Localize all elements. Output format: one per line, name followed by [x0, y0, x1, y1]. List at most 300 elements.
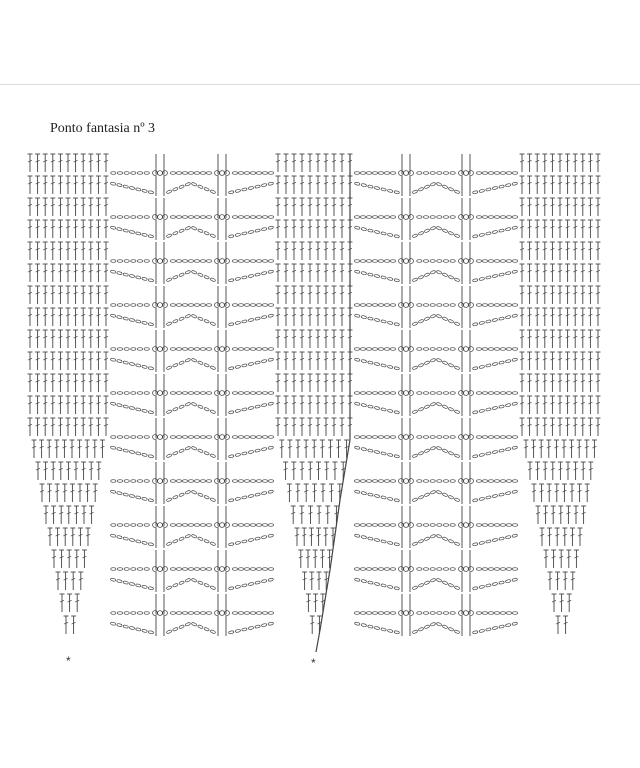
lace-0-chain-link: [176, 392, 181, 395]
lace-0-zig-link: [172, 275, 178, 279]
lace-0-zig-link: [123, 581, 129, 585]
lace-1-chain-link: [512, 216, 517, 219]
lace-0-zig-link: [129, 626, 135, 630]
lace-1-zig-link: [479, 585, 485, 589]
lace-1-chain-link: [366, 172, 371, 175]
lace-0-cluster: [153, 523, 158, 528]
lace-0-zig-link: [248, 362, 254, 366]
lace-0-zig-link: [235, 585, 241, 589]
lace-0-zig-link: [268, 578, 274, 582]
lace-0-cluster: [153, 567, 158, 572]
lace-0-chain-link: [137, 524, 142, 527]
lace-1-zig-link: [486, 188, 492, 192]
lace-0-chain-link: [194, 172, 199, 175]
lace-0-zig-link: [248, 494, 254, 498]
lace-0-zig-link: [172, 627, 178, 631]
lace-1-chain-link: [443, 216, 448, 219]
lace-1-cluster: [459, 479, 464, 484]
lace-1-chain-link: [482, 304, 487, 307]
lace-0-zig-link: [228, 630, 234, 634]
lace-1-chain-link: [443, 260, 448, 263]
lace-1-cluster: [459, 171, 464, 176]
lace-1-chain-link: [494, 348, 499, 351]
lace-1-zig-link: [387, 629, 393, 633]
lace-1-chain-link: [423, 392, 428, 395]
lace-0-chain-link: [232, 216, 237, 219]
lace-0-zig-link: [261, 447, 267, 451]
lace-1-zig-link: [479, 277, 485, 281]
lace-0-chain-link: [250, 436, 255, 439]
lace-1-chain-link: [450, 392, 455, 395]
lace-0-chain-link: [200, 216, 205, 219]
lace-0-zig-link: [191, 226, 197, 230]
lace-0-chain-link: [111, 392, 116, 395]
lace-0-chain-link: [188, 172, 193, 175]
lace-1-zig-link: [368, 361, 374, 365]
lace-0-chain-link: [111, 524, 116, 527]
lace-1-zig-link: [436, 402, 442, 406]
lace-0-cluster: [163, 523, 168, 528]
lace-1-cluster: [469, 171, 474, 176]
lace-1-zig-link: [486, 628, 492, 632]
lace-1-zig-link: [354, 270, 360, 274]
lace-1-chain-link: [506, 568, 511, 571]
lace-1-cluster: [469, 259, 474, 264]
lace-0-zig-link: [191, 182, 197, 186]
lace-0-zig-link: [261, 535, 267, 539]
lace-0-chain-link: [194, 216, 199, 219]
lace-0-chain-link: [250, 304, 255, 307]
lace-1-zig-link: [361, 183, 367, 187]
lace-0-chain-link: [176, 436, 181, 439]
lace-0-cluster: [153, 347, 158, 352]
lace-1-cluster: [404, 259, 409, 264]
lace-0-zig-link: [185, 578, 191, 582]
lace-1-zig-link: [472, 586, 478, 590]
lace-0-chain-link: [176, 524, 181, 527]
lace-1-chain-link: [494, 568, 499, 571]
lace-0-zig-link: [166, 410, 172, 414]
lace-1-chain-link: [482, 348, 487, 351]
lace-1-chain-link: [512, 524, 517, 527]
lace-0-chain-link: [238, 216, 243, 219]
lace-1-chain-link: [494, 524, 499, 527]
lace-0-zig-link: [261, 579, 267, 583]
lace-1-chain-link: [476, 392, 481, 395]
lace-1-zig-link: [354, 314, 360, 318]
lace-0-zig-link: [179, 537, 185, 541]
lace-1-zig-link: [430, 534, 436, 538]
lace-1-zig-link: [479, 629, 485, 633]
lace-0-cluster: [220, 611, 225, 616]
lace-0-zig-link: [248, 626, 254, 630]
lace-0-zig-link: [148, 498, 154, 502]
lace-1-cluster: [459, 259, 464, 264]
lace-0-zig-link: [210, 366, 216, 370]
lace-0-cluster: [225, 215, 230, 220]
lace-0-zig-link: [210, 630, 216, 634]
lace-1-chain-link: [378, 216, 383, 219]
lace-0-chain-link: [244, 480, 249, 483]
lace-1-zig-link: [381, 628, 387, 632]
lace-1-zig-link: [512, 270, 518, 274]
lace-1-cluster: [404, 391, 409, 396]
lace-1-cluster: [464, 435, 469, 440]
lace-1-zig-link: [472, 190, 478, 194]
lace-1-zig-link: [479, 409, 485, 413]
lace-0-cluster: [215, 435, 220, 440]
lace-1-zig-link: [368, 405, 374, 409]
lace-1-zig-link: [454, 278, 460, 282]
lace-0-chain-link: [232, 612, 237, 615]
lace-1-chain-link: [390, 348, 395, 351]
lace-1-chain-link: [390, 436, 395, 439]
start-marker-left: *: [66, 654, 71, 668]
lace-1-zig-link: [442, 361, 448, 365]
lace-1-zig-link: [492, 538, 498, 542]
lace-0-chain-link: [144, 260, 149, 263]
lace-0-zig-link: [110, 358, 116, 362]
lace-1-cluster: [399, 215, 404, 220]
lace-0-zig-link: [142, 321, 148, 325]
lace-1-zig-link: [492, 318, 498, 322]
lace-1-chain-link: [390, 216, 395, 219]
lace-1-zig-link: [472, 542, 478, 546]
lace-1-zig-link: [499, 229, 505, 233]
lace-0-cluster: [163, 611, 168, 616]
lace-1-zig-link: [412, 278, 418, 282]
lace-1-zig-link: [505, 623, 511, 627]
lace-0-zig-link: [179, 361, 185, 365]
lace-0-zig-link: [197, 317, 203, 321]
lace-0-chain-link: [250, 612, 255, 615]
lace-1-cluster: [464, 391, 469, 396]
lace-0-zig-link: [255, 625, 261, 629]
lace-0-chain-link: [200, 612, 205, 615]
lace-0-zig-link: [142, 497, 148, 501]
lace-0-cluster: [215, 215, 220, 220]
lace-0-zig-link: [197, 229, 203, 233]
lace-0-cluster: [153, 479, 158, 484]
lace-1-cluster: [459, 567, 464, 572]
lace-0-zig-link: [204, 539, 210, 543]
lace-1-chain-link: [450, 524, 455, 527]
lace-1-zig-link: [368, 493, 374, 497]
lace-1-zig-link: [512, 446, 518, 450]
lace-0-zig-link: [185, 358, 191, 362]
lace-0-zig-link: [172, 495, 178, 499]
lace-0-chain-link: [244, 348, 249, 351]
lace-1-zig-link: [381, 408, 387, 412]
lace-1-chain-link: [354, 304, 359, 307]
lace-1-chain-link: [417, 216, 422, 219]
lace-1-chain-link: [494, 392, 499, 395]
lace-1-chain-link: [494, 216, 499, 219]
lace-1-chain-link: [482, 612, 487, 615]
lace-0-zig-link: [117, 403, 123, 407]
lace-0-chain-link: [268, 612, 273, 615]
lace-0-chain-link: [194, 524, 199, 527]
lace-1-zig-link: [387, 277, 393, 281]
lace-1-cluster: [459, 611, 464, 616]
lace-0-zig-link: [129, 450, 135, 454]
lace-1-zig-link: [492, 494, 498, 498]
lace-1-chain-link: [500, 436, 505, 439]
lace-0-cluster: [163, 347, 168, 352]
lace-0-zig-link: [135, 584, 141, 588]
lace-1-cluster: [464, 523, 469, 528]
lace-0-chain-link: [250, 480, 255, 483]
lace-1-chain-link: [384, 480, 389, 483]
lace-1-chain-link: [443, 568, 448, 571]
lace-1-chain-link: [506, 480, 511, 483]
lace-0-cluster: [225, 567, 230, 572]
lace-0-zig-link: [185, 534, 191, 538]
lace-0-zig-link: [261, 359, 267, 363]
lace-1-zig-link: [424, 537, 430, 541]
lace-0-chain-link: [256, 524, 261, 527]
lace-1-zig-link: [381, 452, 387, 456]
lace-1-cluster: [409, 215, 414, 220]
lace-0-zig-link: [117, 271, 123, 275]
lace-0-cluster: [158, 567, 163, 572]
lace-0-chain-link: [268, 260, 273, 263]
lace-1-chain-link: [366, 436, 371, 439]
lace-0-chain-link: [262, 524, 267, 527]
lace-0-cluster: [153, 611, 158, 616]
lace-0-zig-link: [166, 542, 172, 546]
lace-0-zig-link: [197, 273, 203, 277]
lace-1-cluster: [459, 435, 464, 440]
lace-0-zig-link: [248, 406, 254, 410]
lace-0-cluster: [220, 567, 225, 572]
lace-1-zig-link: [436, 534, 442, 538]
lace-1-zig-link: [448, 627, 454, 631]
lace-1-zig-link: [448, 583, 454, 587]
lace-0-chain-link: [206, 392, 211, 395]
lace-1-zig-link: [442, 273, 448, 277]
lace-0-chain-link: [124, 260, 129, 263]
lace-0-cluster: [163, 479, 168, 484]
lace-1-chain-link: [360, 304, 365, 307]
lace-0-chain-link: [244, 304, 249, 307]
lace-1-chain-link: [378, 304, 383, 307]
lace-0-cluster: [220, 259, 225, 264]
lace-1-chain-link: [372, 568, 377, 571]
lace-0-zig-link: [204, 451, 210, 455]
lace-1-zig-link: [430, 314, 436, 318]
lace-1-chain-link: [360, 392, 365, 395]
lace-0-zig-link: [242, 496, 248, 500]
lace-0-zig-link: [242, 364, 248, 368]
lace-0-zig-link: [210, 454, 216, 458]
lace-0-chain-link: [131, 392, 136, 395]
lace-1-chain-link: [354, 524, 359, 527]
lace-0-zig-link: [135, 540, 141, 544]
lace-0-zig-link: [248, 230, 254, 234]
lace-1-zig-link: [499, 405, 505, 409]
lace-0-zig-link: [235, 541, 241, 545]
lace-1-chain-link: [390, 612, 395, 615]
lace-0-zig-link: [110, 226, 116, 230]
lace-0-zig-link: [228, 542, 234, 546]
lace-1-zig-link: [387, 233, 393, 237]
lace-0-chain-link: [117, 436, 122, 439]
lace-0-chain-link: [256, 348, 261, 351]
lace-0-zig-link: [235, 409, 241, 413]
lace-1-chain-link: [417, 260, 422, 263]
lace-1-zig-link: [479, 189, 485, 193]
lace-1-zig-link: [505, 535, 511, 539]
lace-0-chain-link: [206, 480, 211, 483]
lace-0-zig-link: [142, 629, 148, 633]
lace-0-zig-link: [255, 185, 261, 189]
lace-0-zig-link: [228, 410, 234, 414]
lace-1-cluster: [404, 303, 409, 308]
lace-0-zig-link: [235, 277, 241, 281]
lace-1-zig-link: [374, 230, 380, 234]
lace-1-chain-link: [488, 348, 493, 351]
lace-1-zig-link: [486, 584, 492, 588]
lace-0-cluster: [163, 259, 168, 264]
lace-0-chain-link: [170, 348, 175, 351]
lace-1-zig-link: [394, 190, 400, 194]
lace-1-chain-link: [366, 348, 371, 351]
lace-0-cluster: [158, 171, 163, 176]
lace-1-zig-link: [394, 630, 400, 634]
lace-0-chain-link: [232, 304, 237, 307]
lace-0-chain-link: [200, 260, 205, 263]
lace-0-chain-link: [117, 348, 122, 351]
lace-1-chain-link: [443, 612, 448, 615]
lace-1-zig-link: [505, 271, 511, 275]
lace-1-zig-link: [368, 185, 374, 189]
lace-0-zig-link: [129, 538, 135, 542]
lace-0-cluster: [158, 259, 163, 264]
lace-1-zig-link: [442, 493, 448, 497]
lace-1-cluster: [469, 303, 474, 308]
lace-1-chain-link: [417, 524, 422, 527]
lace-1-zig-link: [430, 490, 436, 494]
lace-1-chain-link: [423, 436, 428, 439]
lace-1-chain-link: [360, 524, 365, 527]
lace-1-zig-link: [354, 226, 360, 230]
lace-0-chain-link: [238, 260, 243, 263]
lace-1-zig-link: [418, 451, 424, 455]
lace-0-zig-link: [268, 314, 274, 318]
lace-0-zig-link: [142, 541, 148, 545]
lace-1-zig-link: [436, 270, 442, 274]
lace-0-chain-link: [238, 612, 243, 615]
lace-1-chain-link: [384, 612, 389, 615]
lace-0-zig-link: [248, 274, 254, 278]
lace-1-zig-link: [381, 188, 387, 192]
lace-0-zig-link: [191, 534, 197, 538]
lace-0-cluster: [220, 347, 225, 352]
lace-0-zig-link: [185, 182, 191, 186]
lace-1-chain-link: [417, 436, 422, 439]
lace-1-zig-link: [361, 491, 367, 495]
lace-1-cluster: [404, 611, 409, 616]
lace-1-zig-link: [381, 232, 387, 236]
lace-1-zig-link: [486, 232, 492, 236]
lace-1-chain-link: [354, 172, 359, 175]
lace-0-chain-link: [188, 304, 193, 307]
lace-1-chain-link: [488, 392, 493, 395]
lace-1-chain-link: [384, 568, 389, 571]
lace-1-chain-link: [430, 568, 435, 571]
lace-1-chain-link: [430, 216, 435, 219]
lace-0-zig-link: [172, 539, 178, 543]
lace-0-zig-link: [261, 183, 267, 187]
lace-1-zig-link: [418, 231, 424, 235]
seam-line: [316, 154, 350, 652]
lace-0-zig-link: [242, 276, 248, 280]
lace-0-zig-link: [117, 359, 123, 363]
lace-1-chain-link: [443, 524, 448, 527]
lace-1-chain-link: [437, 524, 442, 527]
lace-0-zig-link: [242, 584, 248, 588]
lace-1-zig-link: [430, 578, 436, 582]
lace-0-chain-link: [206, 260, 211, 263]
lace-1-chain-link: [390, 480, 395, 483]
lace-1-zig-link: [512, 578, 518, 582]
lace-1-cluster: [459, 215, 464, 220]
lace-1-chain-link: [506, 436, 511, 439]
lace-1-zig-link: [387, 453, 393, 457]
lace-0-zig-link: [242, 408, 248, 412]
lace-1-chain-link: [476, 260, 481, 263]
lace-0-cluster: [225, 171, 230, 176]
lace-1-zig-link: [512, 226, 518, 230]
lace-1-zig-link: [505, 403, 511, 407]
lace-1-zig-link: [430, 226, 436, 230]
lace-1-zig-link: [368, 317, 374, 321]
lace-1-chain-link: [354, 216, 359, 219]
lace-0-zig-link: [261, 227, 267, 231]
lace-0-cluster: [153, 391, 158, 396]
lace-1-zig-link: [472, 322, 478, 326]
lace-1-chain-link: [423, 304, 428, 307]
lace-0-cluster: [220, 479, 225, 484]
lace-1-zig-link: [374, 626, 380, 630]
lace-1-cluster: [399, 391, 404, 396]
lace-1-cluster: [404, 171, 409, 176]
lace-1-chain-link: [372, 216, 377, 219]
lace-1-zig-link: [418, 187, 424, 191]
lace-0-chain-link: [182, 260, 187, 263]
lace-0-cluster: [215, 303, 220, 308]
lace-1-zig-link: [394, 322, 400, 326]
lace-1-chain-link: [443, 436, 448, 439]
lace-1-chain-link: [378, 568, 383, 571]
lace-1-cluster: [409, 303, 414, 308]
lace-0-cluster: [225, 611, 230, 616]
lace-0-chain-link: [188, 216, 193, 219]
lace-1-chain-link: [482, 568, 487, 571]
lace-0-chain-link: [200, 348, 205, 351]
lace-0-chain-link: [170, 260, 175, 263]
lace-1-chain-link: [512, 612, 517, 615]
lace-0-chain-link: [144, 216, 149, 219]
lace-1-zig-link: [374, 494, 380, 498]
lace-0-zig-link: [123, 185, 129, 189]
lace-0-chain-link: [188, 612, 193, 615]
lace-0-chain-link: [262, 436, 267, 439]
lace-1-chain-link: [450, 348, 455, 351]
lace-0-chain-link: [250, 568, 255, 571]
lace-0-zig-link: [148, 234, 154, 238]
